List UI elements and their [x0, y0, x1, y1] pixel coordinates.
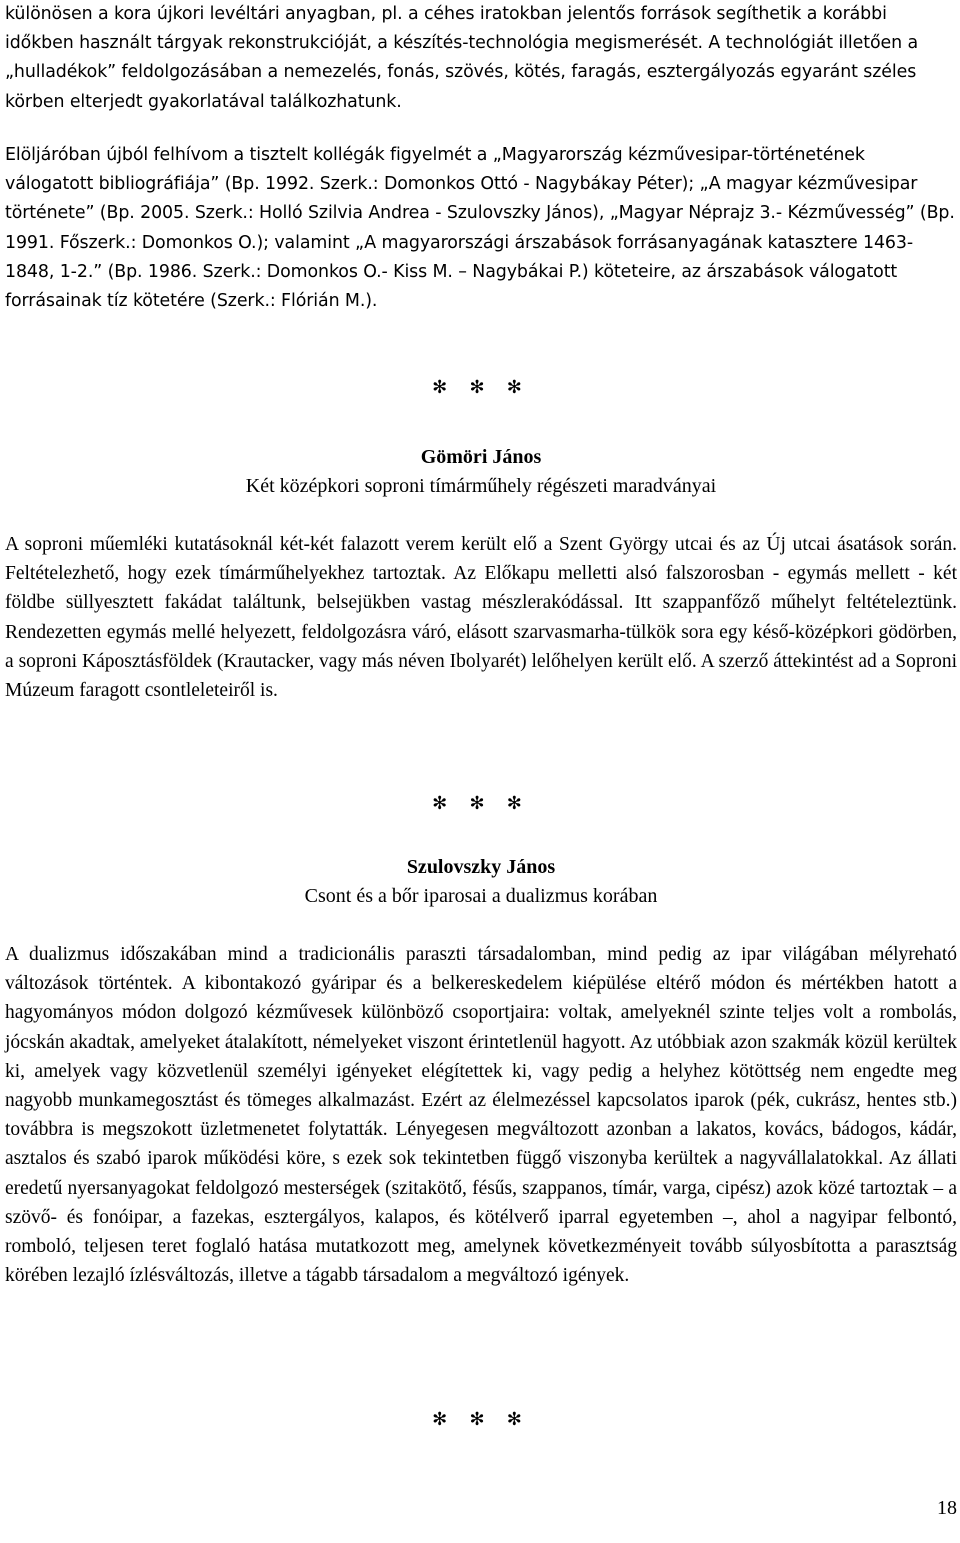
bibliography-paragraph: Elöljáróban újból felhívom a tisztelt kollégák figyelmét a „Magyarország kézművesipar-történetének válogatott bibliográfiája” (Bp. 1992. Szerk.: Domonkos Ottó - Nagybákay Péter); „A magyar kézművesipar története” (Bp. 2005. Szerk.: Holló Szilvia Andrea - Szulovszky János), „Magyar Néprajz 3.- Kézművesség” (Bp. 1991. Főszerk.: Domonkos O.); valamint „A magyarországi árszabások forrásanyagának katasztere 1463-1848, 1-2.” (Bp. 1986. Szerk.: Domonkos O.- Kiss M. – Nagybákai P.) köteteire, az árszabások válogatott forrásainak tíz kötetére (Szerk.: Flórián M.).	[5, 145, 955, 312]
section-separator: ✻ ✻ ✻	[432, 1409, 530, 1430]
section1-body: A soproni műemléki kutatásoknál két-két falazott verem került elő a Szent György utcai és az Új utcai ásatások során. Feltételezhető, hogy ezek tímárműhelyekhez tartoztak. Az Előkapu melletti alsó falszorosban - egymás mellett - két földbe süllyesztett fakádat találtunk, belsejükben vastag mészlerakódással. Itt szappanfőző műhelyt feltételeztünk. Rendezetten egymás mellé helyezett, feldolgozásra váró, elásott szarvasmarha-tülkök sora egy késő-középkori gödörben, a soproni Káposztásföldek (Krautacker, vagy más néven Ibolyarét) lelőhelyen került elő. A szerző áttekintést ad a Soproni Múzeum faragott csontleleteiről is.	[5, 534, 957, 702]
section-separator: ✻ ✻ ✻	[432, 793, 530, 814]
section2-body: A dualizmus időszakában mind a tradicionális paraszti társadalomban, mind pedig az ipar világában mélyreható változások történtek. A kibontakozó gyáripar és a belkereskedelem kiépülése eltérő módon és mértékben hatott a hagyományos módon dolgozó kézművesek különböző csoportjaira: voltak, amelyeknél szinte teljes volt a rombolás, jócskán akadtak, amelyeket átalakított, némelyeket viszont érintetlenül hagyott. Az utóbbiak azon szakmák közül kerültek ki, amelyek vagy közvetlenül személyi igényeket elégítettek ki, vagy pedig a helyhez kötöttség nem engedte meg nagyobb munkamegosztást és tömeges alkalmazást. Ezért az élelmezéssel kapcsolatos iparok (pék, cukrász, hentes stb.) továbbra is megszokott üzletmenetet folytatták. Lényegesen megváltozott azonban a lakatos, kovács, bádogos, kádár, asztalos és szabó iparok működési köre, s ezek sok tekintetben függő viszonyba kerültek a nagyvállalatokkal. Az állati eredetű nyersanyagokat feldolgozó mesterségek (szitakötő, fésűs, szappanos, tímár, varga, cipész) azok közé tartoztak – a szövő- és fonóipar, a fazekas, esztergályos, kalapos, és kötélverő iparral egyetemben –, ahol a nagyipar felbontó, romboló, teljesen teret foglaló hatása mutatkozott meg, amelynek következményeit tovább súlyosbította a parasztság körében lezajló ízlésváltozás, illetve a tágabb társadalom a megváltozó igények.	[5, 944, 957, 1287]
page-number: 18	[937, 1497, 957, 1519]
section2-title: Csont és a bőr iparosai a dualizmus korában	[304, 885, 658, 907]
section2-author: Szulovszky János	[406, 856, 556, 878]
intro-paragraph: különösen a kora újkori levéltári anyagban, pl. a céhes iratokban jelentős források segíthetik a korábbi időkben használt tárgyak rekonstrukcióját, a készítés-technológia megismerését. A technológiát illetően a „hulladékok” feldolgozásában a nemezelés, fonás, szövés, kötés, faragás, esztergályozás egyaránt széles körben elterjedt gyakorlatával találkozhatunk.	[5, 4, 919, 112]
section1-title: Két középkori soproni tímárműhely régészeti maradványai	[245, 475, 717, 497]
section1-author: Gömöri János	[420, 446, 542, 468]
section-separator: ✻ ✻ ✻	[432, 377, 530, 398]
